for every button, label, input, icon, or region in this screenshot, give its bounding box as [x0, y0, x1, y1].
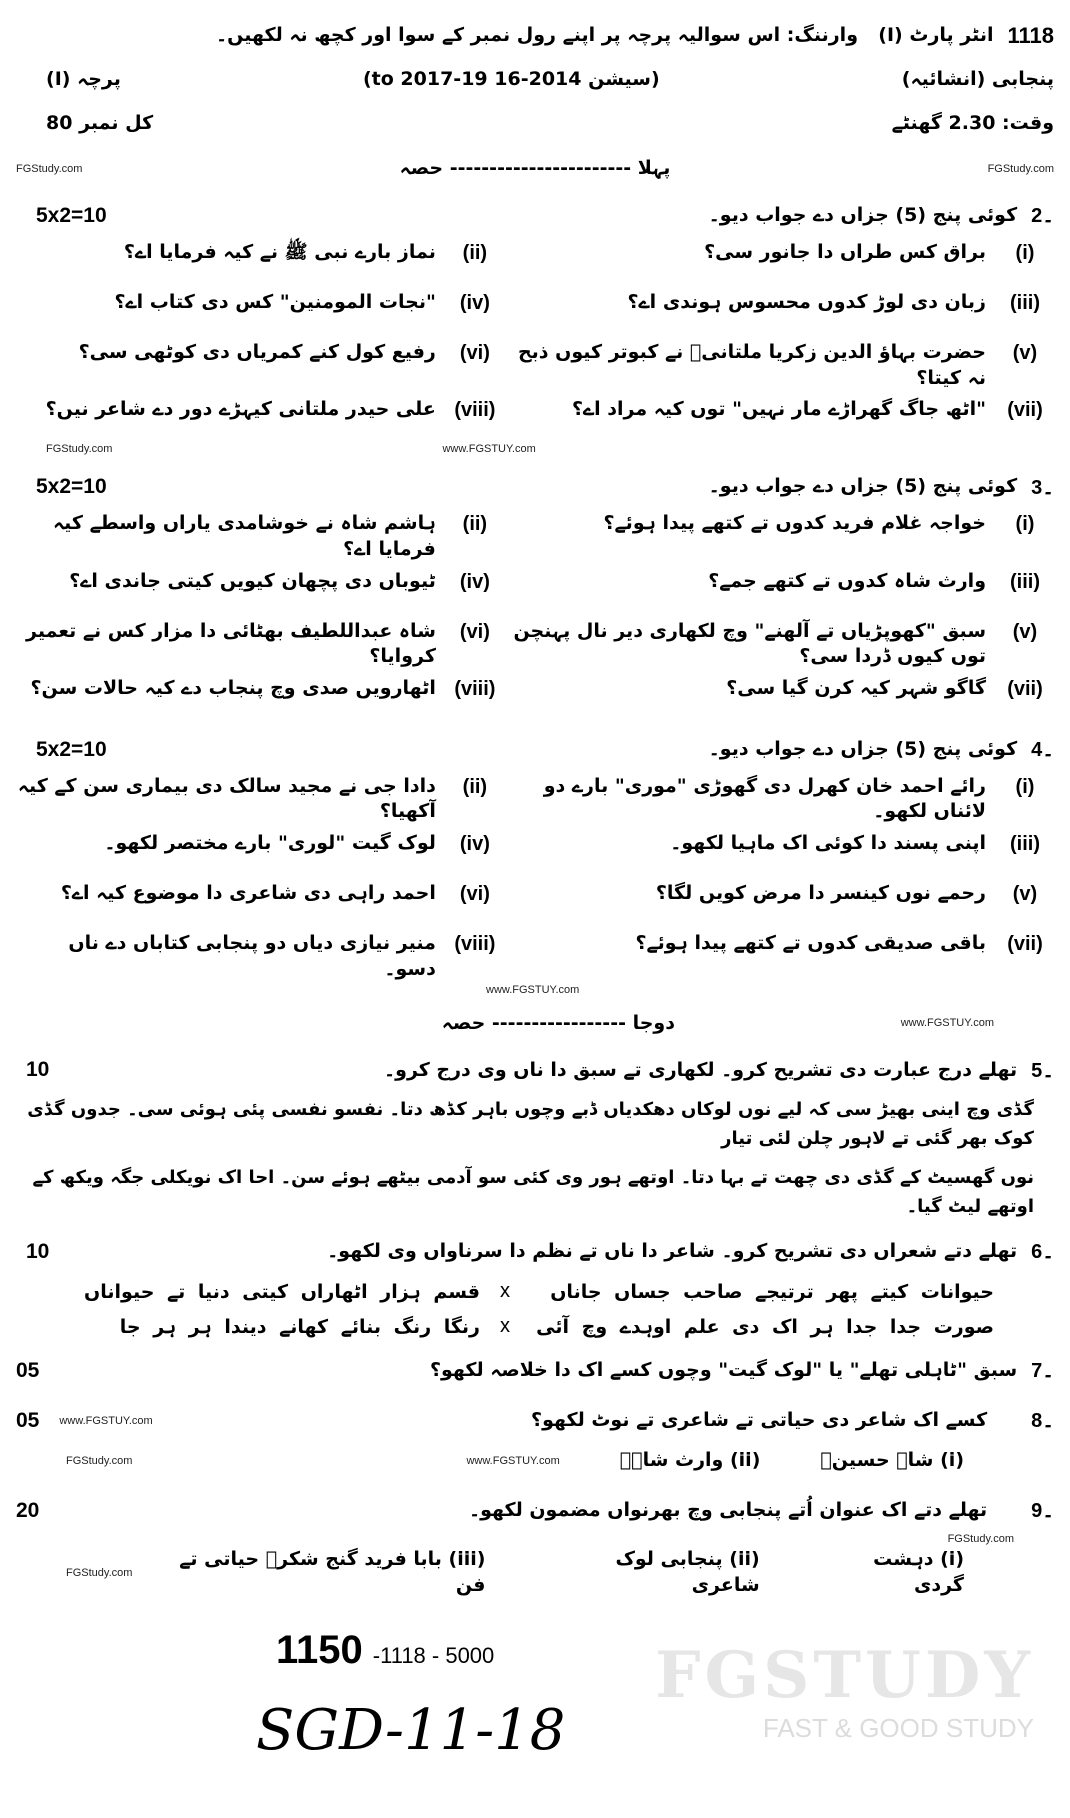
item-text: ہاشم شاہ نے خوشامدی یاراں واسطے کیہ فرمایا اے؟: [53, 512, 436, 560]
total-marks: کل نمبر 80: [46, 112, 154, 135]
q3-marks: 5x2=10: [36, 475, 107, 499]
warning-text: وارننگ: اس سوالیہ پرچہ پر اپنے رول نمبر کے سوا اور کچھ نہ لکھیں۔: [216, 24, 859, 47]
watermark-text: www.FGSTUY.com: [442, 443, 536, 456]
q8-text: کسے اک شاعر دی حیاتی تے شاعری تے نوٹ لکھو؟: [531, 1409, 988, 1432]
item-text: شاہ عبداللطیف بھٹائی دا مزار کس نے تعمیر کروایا؟: [26, 619, 436, 668]
header-row-2: [16, 58, 1054, 102]
question-item: [16, 290, 504, 334]
footer: [16, 1628, 1054, 1818]
watermark-tagline: FAST & GOOD STUDY: [762, 1713, 1034, 1744]
q3-number: 3۔: [1031, 476, 1054, 499]
q8-option: (i) شاہ حسینؒ: [820, 1449, 964, 1472]
time-label: وقت: 2.30 گھنٹے: [891, 112, 1054, 135]
question-item: [504, 676, 1054, 720]
section-dashes: -----------------------: [449, 157, 632, 180]
verse-first-half: حیوانات کیتے پھر ترتیجے صاحب جساں جاناں: [550, 1280, 994, 1303]
item-text: نماز بارے نبی ﷺ نے کیہ فرمایا اے؟: [123, 241, 436, 263]
item-number: (vi): [459, 883, 490, 906]
question-item: [16, 676, 504, 720]
q4-heading-row: [16, 730, 1054, 770]
section-two-heading: [442, 1011, 675, 1037]
item-number: (vi): [459, 620, 490, 643]
verse-second-half: رنگا رنگ بنائے کھانے دیندا ہر ہر جا: [119, 1316, 480, 1339]
watermark-text: www.FGSTUY.com: [486, 984, 580, 997]
item-number: (vii): [1007, 933, 1043, 956]
verse-second-half: قسم ہزار اٹھاراں کیتی دنیا تے حیواناں: [84, 1280, 480, 1303]
q9-option: (ii) پنجابی لوک شاعری: [615, 1547, 760, 1596]
question-4: [16, 730, 1054, 983]
item-text: علی حیدر ملتانی کیہڑے دور دے شاعر نیں؟: [45, 398, 436, 421]
q8-heading: [531, 1408, 1054, 1434]
item-text: حضرت بہاؤ الدین زکریا ملتانیؒ نے کبوتر کیوں ذبح نہ کیتا؟: [517, 341, 986, 389]
item-text: اٹھارویں صدی وچ پنجاب دے کیہ حالات سن؟: [30, 676, 436, 699]
q7-heading: [430, 1358, 1054, 1384]
watermark-text: FGStudy.com: [46, 443, 113, 456]
paper-id: [878, 23, 1054, 49]
item-text: ٹیوباں دی پچھان کیویں کیتی جاندی اے؟: [69, 569, 436, 592]
q5-passage: [16, 1090, 1054, 1221]
watermark-row: [16, 1531, 1054, 1547]
q8-number: 8۔: [1031, 1410, 1054, 1433]
q9-options: [150, 1547, 1054, 1598]
q9-row: [16, 1491, 1054, 1531]
q3-items: [16, 511, 1054, 720]
item-text: اپنی پسند دا کوئی اک ماہیا لکھو۔: [670, 832, 986, 855]
subject-label: پنجابی (انشائیہ): [901, 68, 1054, 91]
watermark-text: FGStudy.com: [66, 1454, 133, 1467]
paper-label: پرچہ (I): [46, 68, 121, 91]
item-number: (vii): [1007, 677, 1043, 700]
question-item: [16, 511, 504, 562]
q6-heading-row: [16, 1232, 1054, 1272]
footer-code-small: -1118 - 5000: [372, 1643, 495, 1669]
watermark-text: FGStudy.com: [16, 163, 83, 175]
question-item: [504, 511, 1054, 562]
item-number: (iv): [459, 292, 490, 314]
q4-marks: 5x2=10: [36, 737, 107, 761]
item-number: (i): [1015, 513, 1035, 536]
q9-text: تھلے دتے اک عنوان اُتے پنجابی وچ بھرنواں مضمون لکھو۔: [468, 1499, 988, 1522]
item-number: (i): [1015, 775, 1035, 798]
section-hissa: حصہ: [399, 157, 444, 180]
item-text: خواجہ غلام فرید کدوں تے کتھے پیدا ہوئے؟: [603, 512, 986, 535]
question-item: [504, 240, 1054, 284]
verse-separator: x: [500, 1315, 510, 1338]
question-item: [504, 569, 1054, 613]
q3-heading-row: [16, 467, 1054, 507]
footer-code-large: 1150: [276, 1628, 363, 1673]
item-text: وارث شاہ کدوں تے کتھے جمے؟: [708, 569, 986, 592]
item-text: دادا جی نے مجید سالک دی بیماری سن کے کیہ آکھیا؟: [17, 774, 436, 823]
item-text: باقی صدیقی کدوں تے کتھے پیدا ہوئے؟: [635, 932, 986, 955]
question-3: [16, 467, 1054, 720]
watermark-logo-group: [655, 1638, 1034, 1744]
item-number: (v): [1012, 883, 1038, 906]
watermark-text: www.FGSTUY.com: [59, 1414, 153, 1427]
question-item: [504, 881, 1054, 925]
verse-first-half: صورت جدا جدا ہر اک دی علم اوہدے وچ آئی: [536, 1316, 994, 1339]
q3-instruction: کوئی پنج (5) جزاں دے جواب دیو۔: [708, 475, 1018, 498]
item-number: (iv): [459, 570, 490, 593]
question-item: [504, 619, 1054, 670]
q5-number: 5۔: [1031, 1059, 1054, 1082]
q2-heading-row: [16, 196, 1054, 236]
section-two-row: [16, 1006, 1054, 1040]
q9-options-row: [16, 1547, 1054, 1598]
q2-heading: [709, 203, 1054, 229]
item-number: (viii): [454, 399, 496, 422]
q8-marks: 05: [16, 1408, 40, 1432]
q3-heading: [709, 474, 1054, 500]
watermark-text: FGStudy.com: [947, 1532, 1014, 1545]
question-item: [16, 881, 504, 925]
item-number: (viii): [454, 933, 496, 956]
item-number: (iii): [1010, 833, 1040, 856]
question-item: [16, 569, 504, 613]
section-one-row: [16, 152, 1054, 186]
paper-code: 1118: [1007, 23, 1054, 48]
header-row-1: [16, 14, 1054, 58]
item-number: (vi): [459, 342, 490, 364]
q4-heading: [709, 737, 1054, 763]
item-text: گاگو شہر کیہ کرن گیا سی؟: [726, 676, 986, 699]
question-item: [504, 831, 1054, 875]
q4-number: 4۔: [1031, 739, 1054, 762]
q5-instruction: تھلے درج عبارت دی تشریح کرو۔ لکھاری تے سبق دا ناں وی درج کرو۔: [384, 1058, 1018, 1081]
q9-option: (i) دہشت گردی: [873, 1547, 964, 1596]
item-number: (vii): [1007, 399, 1043, 422]
q5-heading-row: [16, 1050, 1054, 1090]
q7-marks: 05: [16, 1358, 40, 1382]
question-item: [16, 931, 504, 982]
session-label: (سیشن 2014-16 to 2017-19): [362, 68, 660, 91]
question-item: [16, 240, 504, 284]
question-2: [16, 196, 1054, 441]
q2-instruction: کوئی پنج (5) جزاں دے جواب دیو۔: [708, 204, 1018, 227]
item-number: (iii): [1010, 570, 1040, 593]
q6-number: 6۔: [1031, 1241, 1054, 1264]
q7-number: 7۔: [1031, 1360, 1054, 1383]
question-item: [16, 340, 504, 391]
item-text: رفیع کول کنے کمریاں دی کوٹھی سی؟: [78, 341, 436, 363]
watermark-logo: FGSTUDY: [655, 1638, 1034, 1714]
q8-row: [16, 1401, 1054, 1441]
item-number: (i): [1015, 242, 1035, 264]
q2-items: [16, 240, 1054, 441]
section-one-heading: [400, 156, 671, 182]
question-item: [504, 931, 1054, 982]
question-item: [16, 619, 504, 670]
item-text: سبق "کھوپڑیاں تے آلھنے" وچ لکھاری دیر نال پہنچن توں کیوں ڈردا سی؟: [513, 619, 986, 668]
q6-instruction: تھلے دتے شعراں دی تشریح کرو۔ شاعر دا ناں تے نظم دا سرناواں وی لکھو۔: [327, 1239, 1018, 1262]
question-item: [504, 290, 1054, 334]
q9-option: (iii) بابا فرید گنج شکرؒ حیاتی تے فن: [179, 1547, 486, 1596]
q2-marks: 5x2=10: [36, 204, 107, 227]
question-item: [504, 397, 1054, 441]
item-number: (ii): [462, 775, 488, 798]
item-number: (ii): [462, 242, 488, 264]
q4-instruction: کوئی پنج (5) جزاں دے جواب دیو۔: [708, 738, 1018, 761]
class-label: انٹر پارٹ (I): [878, 24, 994, 47]
q8-marks-group: [16, 1409, 153, 1433]
item-text: لوک گیت "لوری" بارے مختصر لکھو۔: [104, 832, 436, 855]
item-text: "نجات المومنین" کس دی کتاب اے؟: [114, 291, 436, 313]
watermark-text: FGStudy.com: [987, 163, 1054, 175]
footer-codes: [276, 1628, 494, 1673]
watermark-row: [16, 982, 1054, 998]
section-first-word: دوجا: [632, 1011, 675, 1034]
watermark-text: FGStudy.com: [66, 1566, 133, 1579]
q8-option: (ii) وارث شاہؒ: [619, 1449, 761, 1472]
item-text: رحمے نوں کینسر دا مرض کویں لگا؟: [655, 882, 986, 905]
item-text: رائے احمد خان کھرل دی گھوڑی "موری" بارے دو لائناں لکھو۔: [543, 774, 986, 823]
q5-passage-line: نوں گھسیٹ کے گڈی دی چھت تے بہا دتا۔ اوتھے ہور وی کئی سو آدمی بیٹھے ہوئے سن۔ احا اک نویکلی جگہ ویکھ کے اوتھے لیٹ گیا۔: [32, 1167, 1034, 1217]
q6-marks: 10: [26, 1239, 50, 1263]
section-first-word: پہلا: [637, 157, 671, 180]
watermark-row: [16, 441, 1054, 457]
item-text: منیر نیازی دیاں دو پنجابی کتاباں دے ناں دسو۔: [68, 932, 436, 980]
header-row-3: [16, 102, 1054, 146]
q9-number: 9۔: [1031, 1500, 1054, 1523]
q4-items: [16, 774, 1054, 983]
section-dashes: -----------------: [491, 1011, 626, 1034]
item-number: (viii): [454, 677, 496, 700]
q7-text: سبق "ٹاہلی تھلے" یا "لوک گیت" وچوں کسے اک دا خلاصہ لکھو؟: [429, 1359, 1018, 1382]
question-item: [16, 397, 504, 441]
question-item: [504, 774, 1054, 825]
q5-passage-line: گڈی وچ اینی بھیڑ سی کہ لیے نوں لوکاں دھکدیاں ڈبے وچوں باہر کڈھ دتا۔ نفسو نفسی پئی ہوئی سی۔ جدوں گڈی کوک بھر گئی تے لاہور چلن لئی تیار: [27, 1099, 1034, 1150]
q6-heading: [327, 1239, 1054, 1265]
item-number: (iii): [1010, 292, 1040, 314]
item-text: براق کس طراں دا جانور سی؟: [704, 241, 986, 263]
question-item: [16, 774, 504, 825]
item-text: "اٹھ جاگ گھراڑے مار نہیں" توں کیہ مراد اے؟: [571, 398, 986, 421]
question-item: [504, 340, 1054, 391]
section-hissa: حصہ: [441, 1011, 486, 1034]
q9-heading: [469, 1498, 1054, 1524]
q7-row: [16, 1351, 1054, 1391]
verse-separator: x: [500, 1279, 510, 1302]
question-item: [16, 831, 504, 875]
q9-marks: 20: [16, 1498, 40, 1522]
q6-verses: [16, 1280, 1054, 1341]
q8-options: [466, 1441, 1054, 1481]
item-number: (v): [1012, 342, 1038, 364]
watermark-text: www.FGSTUY.com: [900, 1017, 994, 1030]
q5-marks: 10: [26, 1058, 50, 1082]
q8-options-row: [16, 1441, 1054, 1481]
q5-heading: [384, 1058, 1054, 1084]
q2-number: 2۔: [1031, 205, 1054, 228]
watermark-text: www.FGSTUY.com: [466, 1454, 560, 1467]
item-number: (v): [1012, 620, 1038, 643]
item-text: احمد راہی دی شاعری دا موضوع کیہ اے؟: [60, 882, 436, 905]
item-text: زبان دی لوڑ کدوں محسوس ہوندی اے؟: [627, 291, 986, 313]
handwritten-note: SGD-11-18: [256, 1698, 566, 1764]
item-number: (ii): [462, 513, 488, 536]
item-number: (iv): [459, 833, 490, 856]
